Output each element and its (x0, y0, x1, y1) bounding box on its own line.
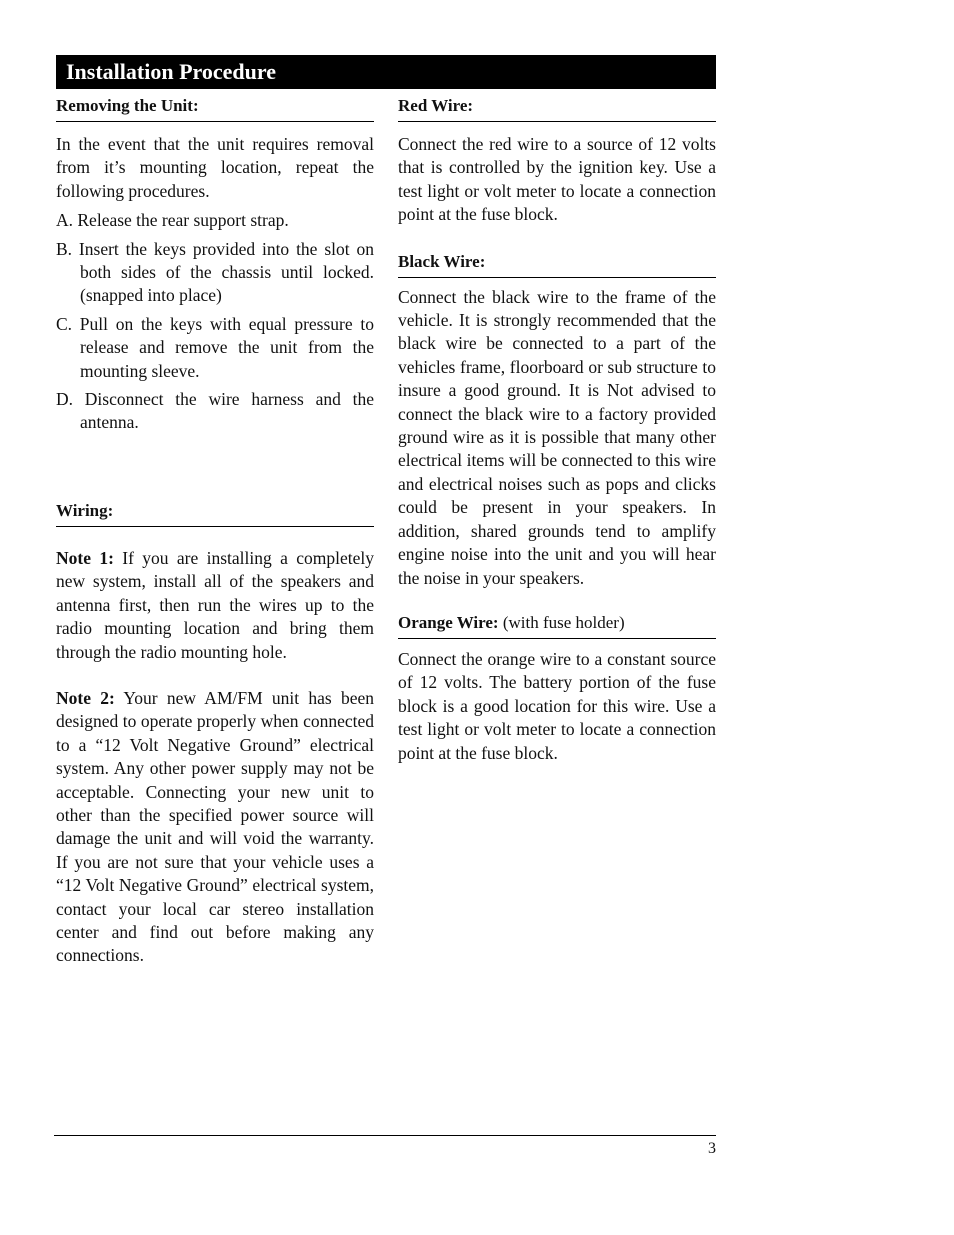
orange-wire-text: Connect the orange wire to a constant source of 12 volts. The battery portion of the fuse block is a good location for this wire. Use a test light or volt meter to locate a connection point at the fuse block. (398, 648, 716, 763)
note-2-label: Note 2: (56, 687, 115, 708)
red-wire-heading: Red Wire: (398, 95, 716, 122)
section-title: Installation Procedure (66, 59, 277, 84)
removal-step-d: D. Disconnect the wire harness and the antenna. (56, 389, 374, 433)
black-wire-heading: Black Wire: (398, 251, 716, 278)
removing-unit-heading: Removing the Unit: (56, 95, 374, 122)
removal-step-a: A. Release the rear support strap. (56, 210, 289, 231)
wiring-note-1 (56, 547, 374, 664)
orange-wire-heading-tail: (with fuse holder) (498, 612, 625, 632)
page-number: 3 (708, 1140, 716, 1157)
right-column (398, 95, 716, 765)
footer-rule (54, 1135, 716, 1136)
wiring-note-2 (56, 687, 374, 968)
removal-step-c: C. Pull on the keys with equal pressure to release and remove the unit from the mounting sleeve. (56, 313, 374, 381)
section-title-banner (56, 55, 716, 89)
black-wire-text: Connect the black wire to the frame of the vehicle. It is strongly recommended that the black wire be connected to a part of the vehicles frame, floorboard or sub structure to insure a good ground. It is Not advised to connect the black wire to a factory provided ground wire as it is possible that many other electrical items will be connected to this wire and electrical noises such as pops and clicks could be present in your speakers. In addition, shared grounds tend to amplify engine noise into the unit and you will hear the noise in your speakers. (398, 286, 716, 588)
note-2-text: Your new AM/FM unit has been designed to operate properly when connected to a “12 Volt Negative Ground” electrical system. Any other power supply may not be acceptable. Connecting your new unit to other than the specified power source will damage the unit and will void the warranty. If you are not sure that your vehicle uses a “12 Volt Negative Ground” electrical system, contact your local car stereo installation center and find out before making any connections. (56, 687, 374, 966)
removing-unit-intro: In the event that the unit requires removal from it’s mounting location, repeat the following procedures. (56, 134, 374, 201)
red-wire-text: Connect the red wire to a source of 12 volts that is controlled by the ignition key. Use a test light or volt meter to locate a connection point at the fuse block. (398, 134, 716, 225)
note-1-text: If you are installing a completely new system, install all of the speakers and antenna first, then run the wires up to the radio mounting location and bring them through the radio mounting hole. (56, 547, 374, 662)
orange-wire-heading (398, 612, 716, 639)
left-column (56, 95, 374, 968)
removal-steps-list (56, 209, 374, 435)
note-1-label: Note 1: (56, 547, 114, 568)
orange-wire-heading-label: Orange Wire: (398, 612, 499, 632)
removal-step-b: B. Insert the keys provided into the slot on both sides of the chassis until locked. (snapped into place) (56, 238, 374, 306)
wiring-heading: Wiring: (56, 500, 374, 527)
